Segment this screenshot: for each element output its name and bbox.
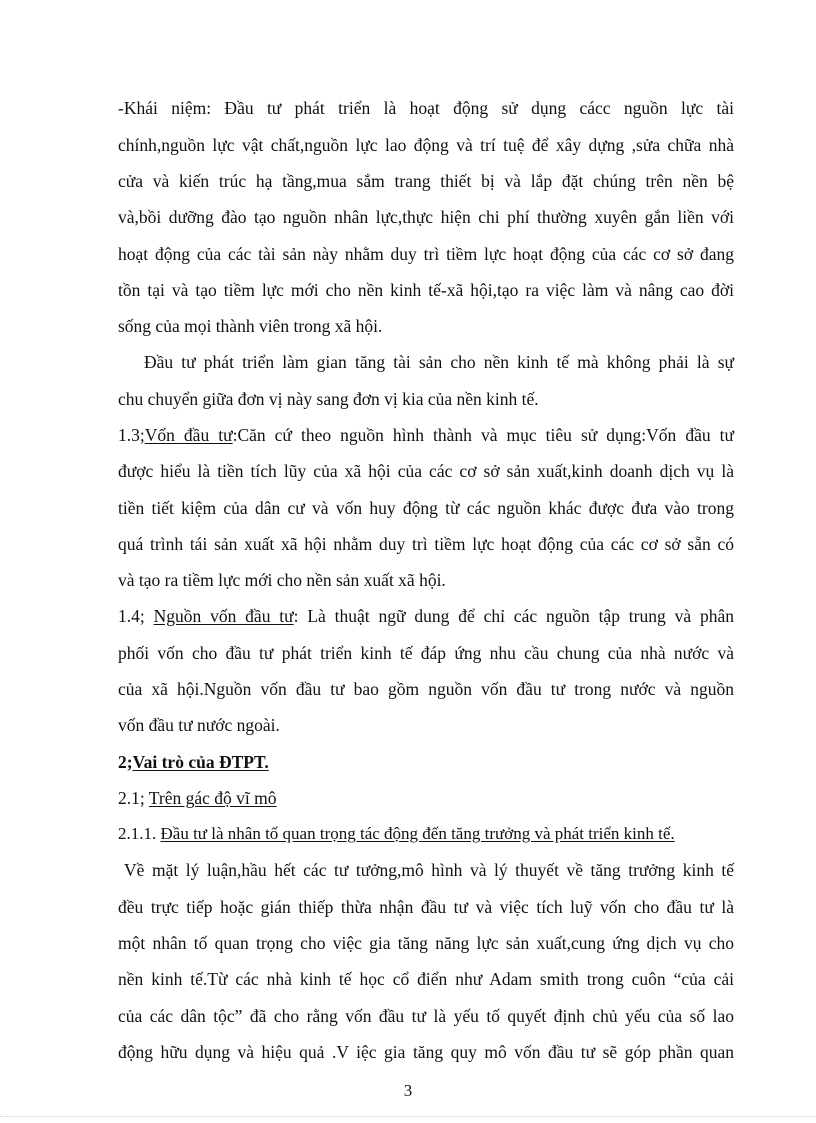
section-heading: Vốn đầu tư	[144, 425, 233, 445]
page-bottom-divider	[0, 1116, 816, 1117]
paragraph-line: và tạo ra tiềm lực mới cho nền sản xuất xã hội.	[118, 570, 446, 590]
paragraph-line: hoạt động của các tài sản này nhằm duy trì tiềm lực hoạt động của các cơ sở đang	[118, 244, 734, 264]
section-heading: Vai trò của ĐTPT.	[132, 752, 269, 772]
paragraph-line: nền kinh tế.Từ các nhà kinh tế học cổ điển như Adam smith trong cuôn “của cải	[118, 969, 734, 989]
paragraph-line: Về mặt lý luận,hầu hết các tư tưởng,mô hình và lý thuyết về tăng trưởng kinh tế	[124, 860, 734, 880]
section-heading: Nguồn vốn đầu tư	[153, 606, 294, 626]
section-number: 2.1;	[118, 788, 149, 808]
paragraph-line: -Khái niệm: Đầu tư phát triển là hoạt động sử dụng cácc nguồn lực tài	[118, 98, 734, 118]
paragraph-line: quá trình tái sản xuất xã hội nhằm duy trì tiềm lực hoạt động của các cơ sở sẵn có	[118, 534, 734, 554]
section-number: 2;	[118, 752, 133, 772]
paragraph-line: tồn tại và tạo tiềm lực mới cho nền kinh tế-xã hội,tạo ra việc làm và nâng cao đời	[118, 280, 734, 300]
section-2-heading	[118, 750, 734, 774]
paragraph-line: tiền tiết kiệm của dân cư và vốn huy động từ các nguồn khác được đưa vào trong	[118, 498, 734, 518]
section-2-1-heading	[118, 786, 734, 810]
section-heading: Đầu tư là nhân tố quan trọng tác động đến tăng trưởng và phát triển kinh tế.	[160, 824, 675, 843]
section-text: :Căn cứ theo nguồn hình thành và mục tiêu sử dụng:Vốn đầu tư	[232, 425, 734, 445]
paragraph-line: chính,nguồn lực vật chất,nguồn lực lao động và trí tuệ để xây dựng ,sửa chữa nhà	[118, 135, 734, 155]
paragraph-line: chu chuyển giữa đơn vị này sang đơn vị kia của nền kinh tế.	[118, 389, 539, 409]
paragraph-line: sống của mọi thành viên trong xã hội.	[118, 316, 383, 336]
paragraph-line: của các dân tộc” đã cho rằng vốn đầu tư là yếu tố quyết định chủ yếu của số lao	[118, 1006, 734, 1026]
paragraph-line: được hiểu là tiền tích lũy của xã hội của các cơ sở sản xuất,kinh doanh dịch vụ là	[118, 461, 734, 481]
section-heading: Trên gác độ vĩ mô	[148, 788, 277, 808]
section-number: 1.3;	[118, 425, 145, 445]
paragraph-line: động hữu dụng và hiệu quả .V iệc gia tăng quy mô vốn đầu tư sẽ góp phần quan	[118, 1042, 734, 1062]
paragraph-line: Đầu tư phát triển làm gian tăng tài sản cho nền kinh tế mà không phải là sự	[144, 352, 734, 372]
section-1-3-line	[118, 423, 734, 447]
paragraph-line: và,bồi dưỡng đào tạo nguồn nhân lực,thực hiện chi phí thường xuyên gắn liền với	[118, 207, 734, 227]
section-number: 1.4;	[118, 606, 154, 626]
paragraph-line: của xã hội.Nguồn vốn đầu tư bao gồm nguồn vốn đầu tư trong nước và nguồn	[118, 679, 734, 699]
section-2-1-1-heading	[118, 822, 734, 846]
paragraph-line: vốn đầu tư nước ngoài.	[118, 715, 280, 735]
paragraph-line: cửa và kiến trúc hạ tầng,mua sắm trang thiết bị và lắp đặt chúng trên nền bệ	[118, 171, 734, 191]
paragraph-line: đều trực tiếp hoặc gián thiếp thừa nhận đầu tư và việc tích luỹ vốn cho đầu tư là	[118, 897, 734, 917]
section-1-4-line	[118, 604, 734, 628]
page-number: 3	[403, 1081, 413, 1100]
section-text: : Là thuật ngữ dung để chỉ các nguồn tập trung và phân	[293, 606, 734, 626]
paragraph-line: phối vốn cho đầu tư phát triển kinh tế đáp ứng nhu cầu chung của nhà nước và	[118, 643, 734, 663]
paragraph-line: một nhân tố quan trọng cho việc gia tăng năng lực sản xuất,cung ứng dịch vụ cho	[118, 933, 734, 953]
section-number: 2.1.1.	[118, 824, 161, 843]
